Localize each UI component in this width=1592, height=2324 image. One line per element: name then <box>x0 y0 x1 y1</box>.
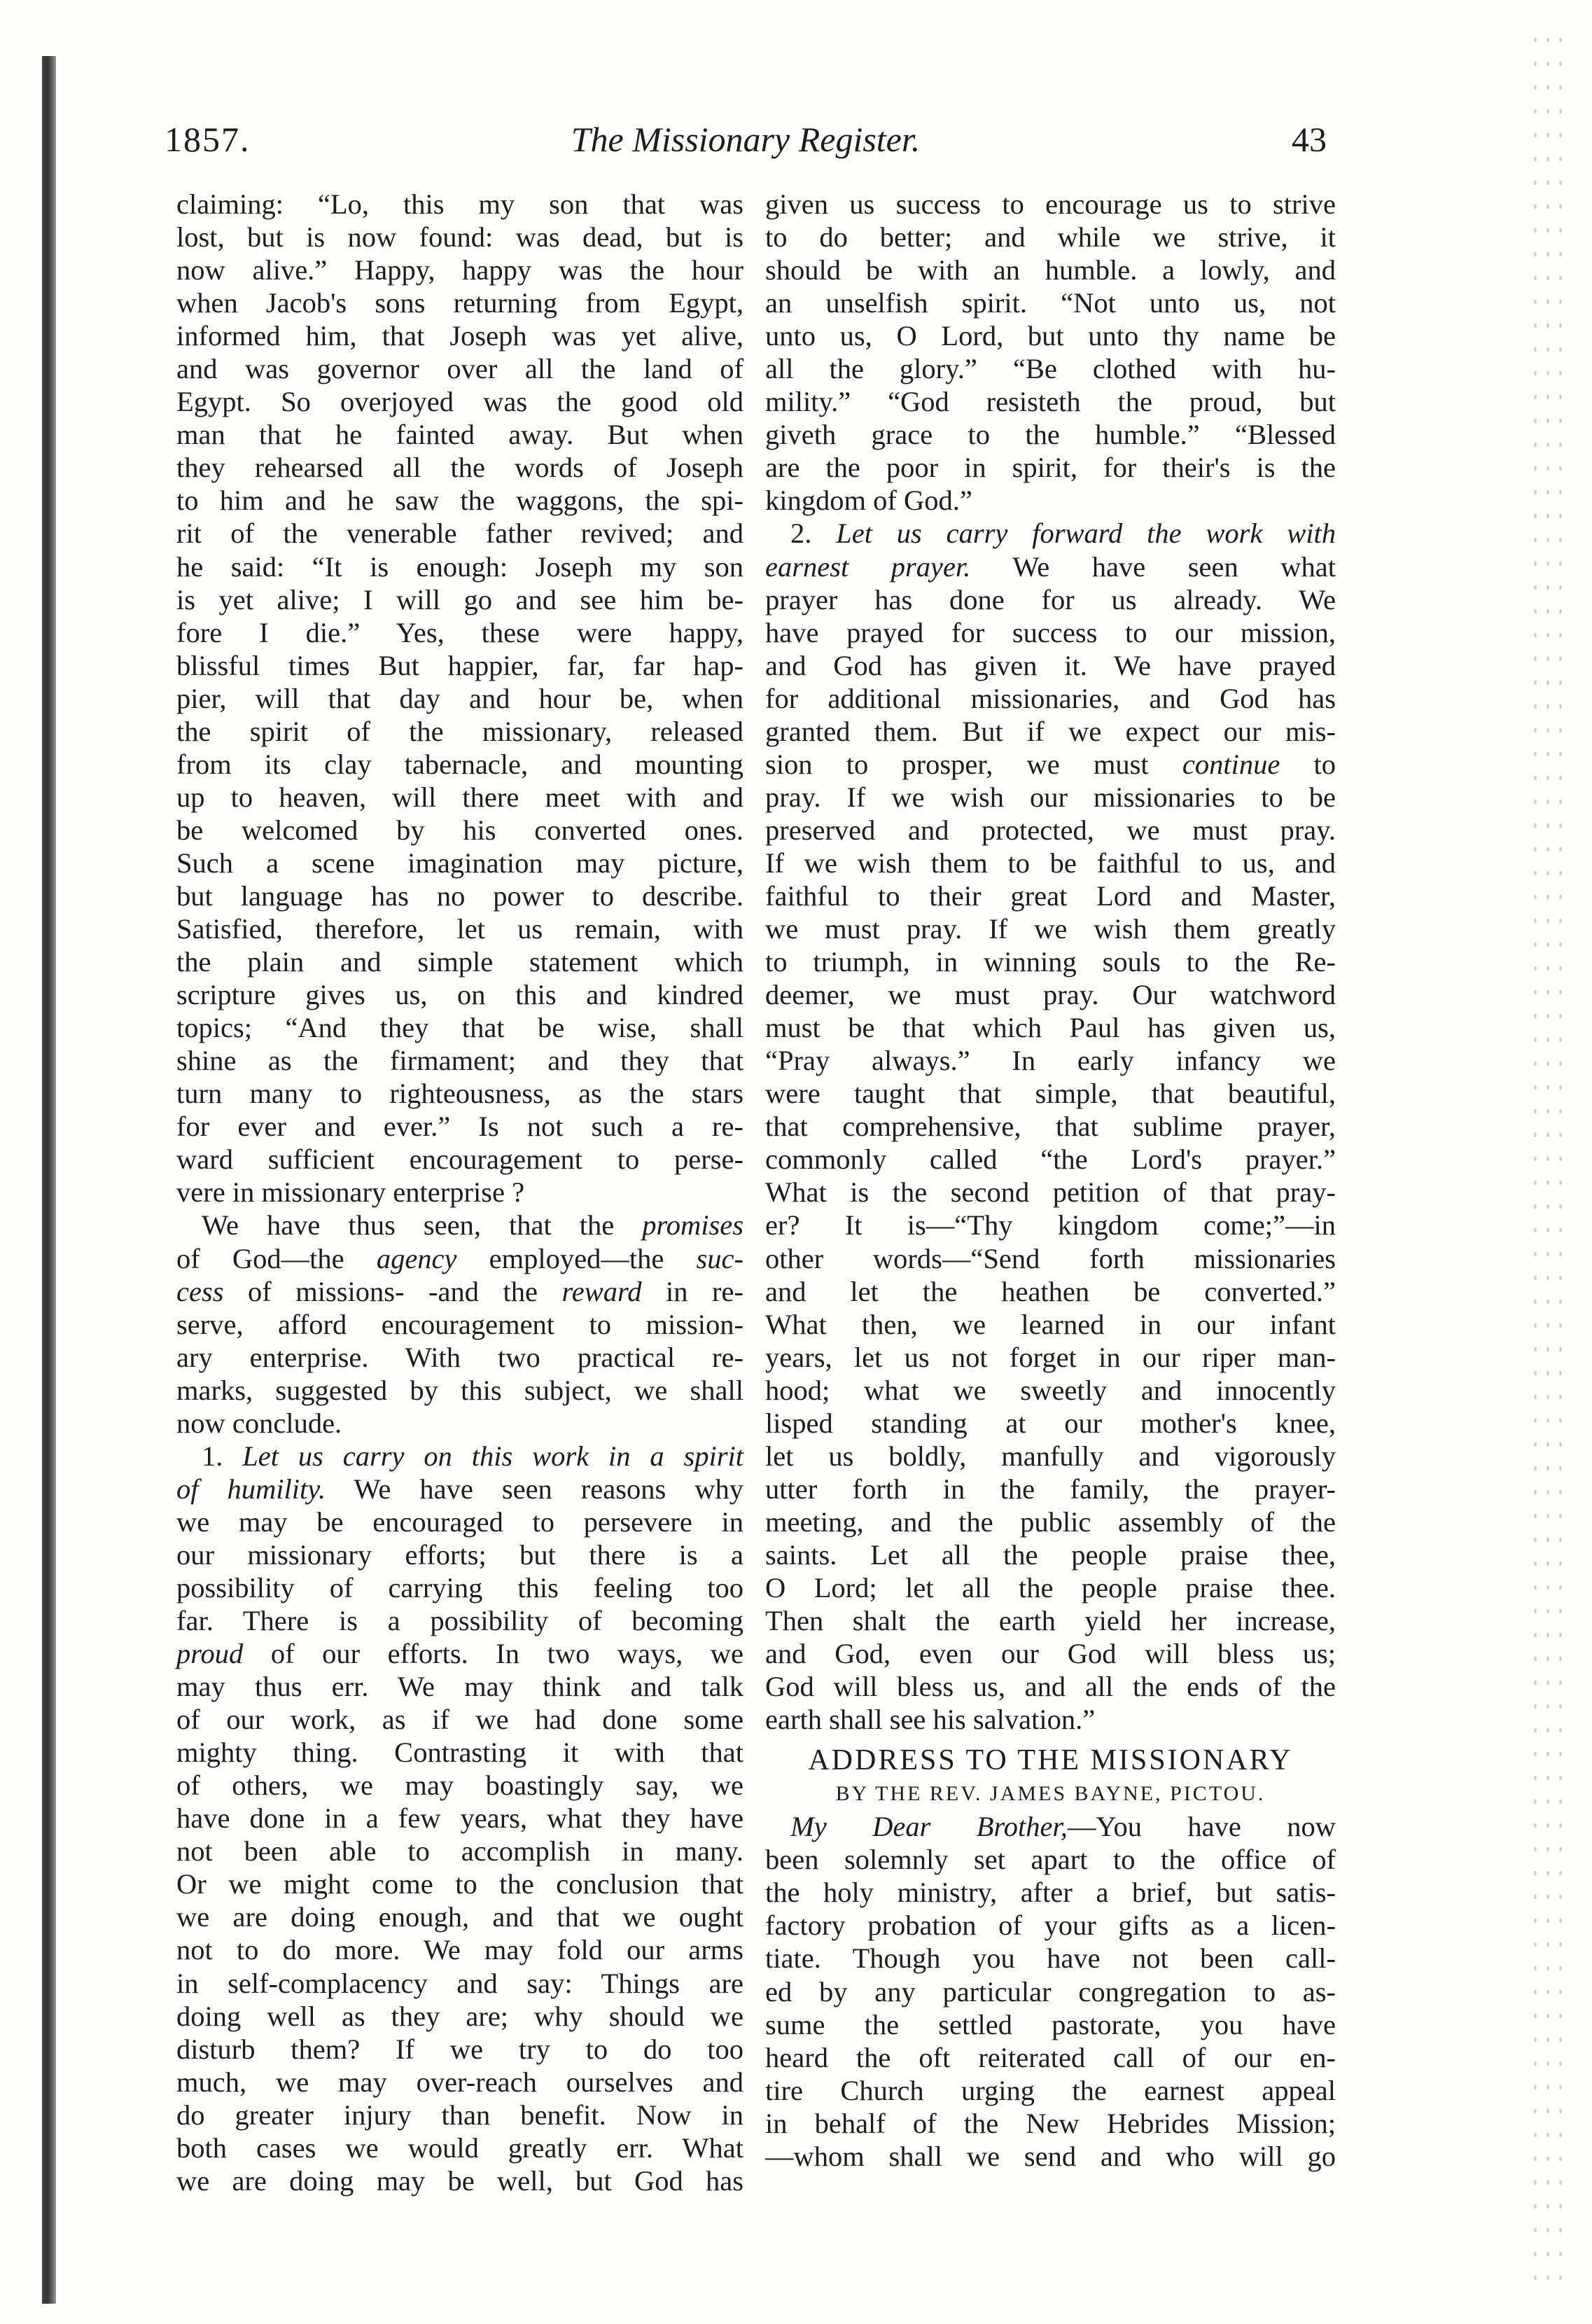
text-line: lost, but is now found: was dead, but is <box>176 221 743 253</box>
text-line: should be with an humble. a lowly, and <box>765 254 1336 286</box>
text-line: pray. If we wish our missionaries to be <box>765 781 1336 813</box>
text-line: and let the heathen be converted.” <box>765 1275 1336 1307</box>
text-line: earth shall see his salvation.” <box>765 1704 1096 1736</box>
text-line: pier, will that day and hour be, when <box>176 682 743 714</box>
text-line: Satisfied, therefore, let us remain, with <box>176 913 743 945</box>
text-line: now alive.” Happy, happy was the hour <box>176 254 743 286</box>
text-line: My Dear Brother,—You have now <box>790 1811 1336 1843</box>
text-line: of God—the agency employed—the suc- <box>176 1242 744 1274</box>
text-line: have prayed for success to our mission, <box>765 616 1336 648</box>
text-line: given us success to encourage us to strive <box>765 188 1336 220</box>
text-line: to do better; and while we strive, it <box>765 221 1336 253</box>
text-line: If we wish them to be faithful to us, and <box>765 847 1336 879</box>
text-line: of humility. We have seen reasons why <box>176 1473 744 1505</box>
text-line: in self-complacency and say: Things are <box>176 1967 743 1999</box>
text-line: do greater injury than benefit. Now in <box>176 2099 743 2131</box>
text-line: mility.” “God resisteth the proud, but <box>765 386 1336 418</box>
text-line: giveth grace to the humble.” “Blessed <box>765 419 1336 451</box>
text-line: may thus err. We may think and talk <box>176 1671 743 1703</box>
text-line: are the poor in spirit, for their's is the <box>765 452 1336 484</box>
text-line: serve, afford encouragement to mission- <box>176 1308 743 1340</box>
text-line: kingdom of God.” <box>765 485 972 517</box>
text-line: man that he fainted away. But when <box>176 419 743 451</box>
text-line: ed by any particular congregation to as- <box>765 1975 1336 2008</box>
text-line: cess of missions- -and the reward in re- <box>176 1275 743 1307</box>
left-column <box>176 188 743 2197</box>
section-heading: ADDRESS TO THE MISSIONARY <box>808 1744 1293 1777</box>
text-line: proud of our efforts. In two ways, we <box>176 1638 743 1670</box>
text-line: commonly called “the Lord's prayer.” <box>765 1143 1336 1176</box>
text-line: far. There is a possibility of becoming <box>176 1605 743 1637</box>
text-line: claiming: “Lo, this my son that was <box>176 188 743 220</box>
right-column <box>765 188 1336 2173</box>
text-line: of others, we may boastingly say, we <box>176 1769 743 1802</box>
text-line: We have thus seen, that the promises <box>202 1209 743 1241</box>
text-line: meeting, and the public assembly of the <box>765 1505 1336 1538</box>
text-line: when Jacob's sons returning from Egypt, <box>176 287 743 319</box>
text-line: O Lord; let all the people praise thee. <box>765 1571 1336 1603</box>
text-line: “Pray always.” In early infancy we <box>765 1045 1336 1077</box>
text-line: were taught that simple, that beautiful, <box>765 1078 1336 1110</box>
text-line: for ever and ever.” Is not such a re- <box>176 1111 743 1143</box>
text-line: What is the second petition of that pray- <box>765 1176 1336 1209</box>
text-line: er? It is—“Thy kingdom come;”—in <box>765 1209 1336 1241</box>
text-line: prayer has done for us already. We <box>765 583 1336 615</box>
text-line: the holy ministry, after a brief, but satis- <box>765 1877 1336 1909</box>
text-line: have done in a few years, what they have <box>176 1802 743 1835</box>
text-line: he said: “It is enough: Joseph my son <box>176 550 743 583</box>
text-line: earnest prayer. We have seen what <box>765 550 1336 583</box>
text-line: doing well as they are; why should we <box>176 2000 743 2032</box>
text-line: all the glory.” “Be clothed with hu- <box>765 353 1336 385</box>
text-line: deemer, we must pray. Our watchword <box>765 979 1336 1011</box>
text-line: utter forth in the family, the prayer- <box>765 1473 1336 1505</box>
text-line: scripture gives us, on this and kindred <box>176 979 743 1011</box>
text-line: now conclude. <box>176 1407 342 1439</box>
text-line: 2. Let us carry forward the work with <box>790 517 1336 550</box>
text-line: mighty thing. Contrasting it with that <box>176 1737 743 1769</box>
header-year: 1857. <box>165 120 251 159</box>
header-title: The Missionary Register. <box>571 120 921 159</box>
text-line: years, let us not forget in our riper man- <box>765 1341 1336 1373</box>
text-line: been solemnly set apart to the office of <box>765 1844 1336 1876</box>
text-line: topics; “And they that be wise, shall <box>176 1012 743 1044</box>
text-line: from its clay tabernacle, and mounting <box>176 748 743 780</box>
text-line: we are doing may be well, but God has <box>176 2164 743 2197</box>
text-line: faithful to their great Lord and Master, <box>765 879 1336 912</box>
text-line: informed him, that Joseph was yet alive, <box>176 320 743 352</box>
text-line: 1. Let us carry on this work in a spirit <box>202 1440 743 1472</box>
text-line: —whom shall we send and who will go <box>765 2140 1336 2172</box>
text-line: Then shalt the earth yield her increase, <box>765 1605 1336 1637</box>
text-line: let us boldly, manfully and vigorously <box>765 1440 1336 1472</box>
text-line: we may be encouraged to persevere in <box>176 1505 743 1538</box>
text-line: Such a scene imagination may picture, <box>176 847 743 879</box>
text-line: and God has given it. We have prayed <box>765 649 1336 681</box>
text-line: preserved and protected, we must pray. <box>765 814 1336 846</box>
text-line: saints. Let all the people praise thee, <box>765 1538 1336 1571</box>
section-byline: BY THE REV. JAMES BAYNE, PICTOU. <box>835 1782 1266 1806</box>
text-line: they rehearsed all the words of Joseph <box>176 452 743 484</box>
text-line: and God, even our God will bless us; <box>765 1638 1336 1670</box>
text-line: up to heaven, will there meet with and <box>176 781 743 813</box>
text-line: Egypt. So overjoyed was the good old <box>176 386 743 418</box>
text-line: marks, suggested by this subject, we shall <box>176 1374 743 1406</box>
text-line: sume the settled pastorate, you have <box>765 2008 1336 2040</box>
text-line: ward sufficient encouragement to perse- <box>176 1143 743 1176</box>
text-line: blissful times But happier, far, far hap- <box>176 649 743 681</box>
text-line: for additional missionaries, and God has <box>765 682 1336 714</box>
text-line: vere in missionary enterprise ? <box>176 1176 525 1209</box>
text-line: rit of the venerable father revived; and <box>176 517 743 550</box>
text-line: factory probation of your gifts as a licen- <box>765 1909 1336 1942</box>
text-line: turn many to righteousness, as the stars <box>176 1078 743 1110</box>
text-line: shine as the firmament; and they that <box>176 1045 743 1077</box>
text-line: to triumph, in winning souls to the Re- <box>765 946 1336 978</box>
text-line: What then, we learned in our infant <box>765 1308 1336 1340</box>
text-line: that comprehensive, that sublime prayer, <box>765 1111 1336 1143</box>
text-line: not been able to accomplish in many. <box>176 1835 743 1867</box>
text-line: be welcomed by his converted ones. <box>176 814 743 846</box>
text-line: much, we may over-reach ourselves and <box>176 2066 743 2098</box>
text-line: sion to prosper, we must continue to <box>765 748 1336 780</box>
text-line: hood; what we sweetly and innocently <box>765 1374 1336 1406</box>
text-line: unto us, O Lord, but unto thy name be <box>765 320 1336 352</box>
text-line: heard the oft reiterated call of our en- <box>765 2041 1336 2073</box>
text-line: disturb them? If we try to do too <box>176 2033 743 2065</box>
text-line: ary enterprise. With two practical re- <box>176 1341 743 1373</box>
text-line: our missionary efforts; but there is a <box>176 1538 743 1571</box>
text-line: the spirit of the missionary, released <box>176 715 743 747</box>
text-line: other words—“Send forth missionaries <box>765 1242 1336 1274</box>
text-line: to him and he saw the waggons, the spi- <box>176 485 743 517</box>
text-line: both cases we would greatly err. What <box>176 2131 743 2164</box>
page-number: 43 <box>1292 120 1327 159</box>
text-line: in behalf of the New Hebrides Mission; <box>765 2107 1336 2139</box>
text-line: we are doing enough, and that we ought <box>176 1901 743 1933</box>
text-line: Or we might come to the conclusion that <box>176 1868 743 1900</box>
text-line: an unselfish spirit. “Not unto us, not <box>765 287 1336 319</box>
text-line: not to do more. We may fold our arms <box>176 1934 743 1966</box>
text-line: the plain and simple statement which <box>176 946 743 978</box>
text-line: we must pray. If we wish them greatly <box>765 913 1336 945</box>
text-line: granted them. But if we expect our mis- <box>765 715 1336 747</box>
text-line: fore I die.” Yes, these were happy, <box>176 616 743 648</box>
running-header <box>165 119 1327 168</box>
margin-speckle <box>1529 28 1571 2297</box>
text-line: of our work, as if we had done some <box>176 1704 743 1736</box>
text-line: is yet alive; I will go and see him be- <box>176 583 743 615</box>
text-line: and was governor over all the land of <box>176 353 743 385</box>
text-line: lisped standing at our mother's knee, <box>765 1407 1336 1439</box>
page-binding-shadow <box>42 56 56 2304</box>
text-line: tiate. Though you have not been call- <box>765 1942 1336 1975</box>
text-line: possibility of carrying this feeling too <box>176 1571 743 1603</box>
text-line: but language has no power to describe. <box>176 879 743 912</box>
text-line: God will bless us, and all the ends of the <box>765 1671 1336 1703</box>
text-line: must be that which Paul has given us, <box>765 1012 1336 1044</box>
text-line: tire Church urging the earnest appeal <box>765 2074 1336 2106</box>
